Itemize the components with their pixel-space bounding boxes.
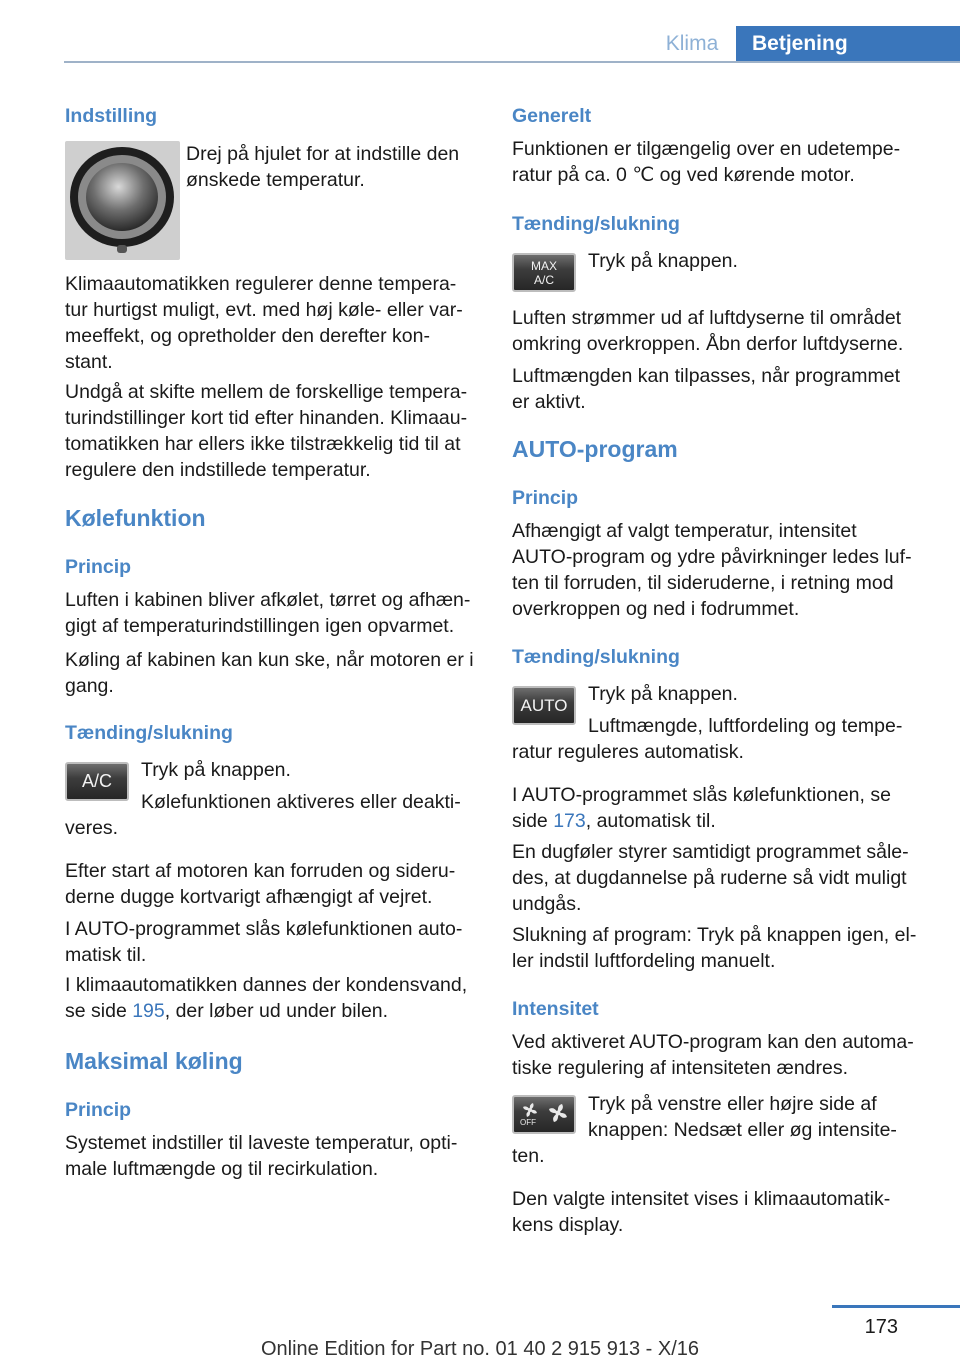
intensitet-heading: Intensitet — [512, 998, 599, 1020]
text-line: des, at dugdannelse på ruderne så vidt muligt — [512, 867, 907, 889]
auto-prog-text — [512, 782, 891, 834]
auto-button-label: AUTO — [520, 696, 568, 715]
text-line: regulere den indstillede temperatur. — [65, 459, 371, 481]
text-line: Luften strømmer ud af luftdyserne til området — [512, 307, 902, 329]
text-line: I klimaautomatikken dannes der kondensvand, — [65, 974, 468, 996]
fan-text-line-1: Tryk på venstre eller højre side af — [588, 1093, 877, 1115]
klima-paragraph-1 — [65, 271, 463, 375]
text-line: stant. — [65, 351, 113, 373]
text-line: meeffekt, og opretholder den derefter kon- — [65, 325, 430, 347]
max-ac-button-image — [512, 253, 576, 292]
text-line: overkroppen og ned i fodrummet. — [512, 598, 800, 620]
text-line: male luftmængde og til recirkulation. — [65, 1158, 379, 1180]
max-button-line-1: MAX — [530, 259, 557, 273]
systemet-text — [65, 1130, 457, 1182]
koling-text — [65, 647, 474, 699]
text-line: matisk til. — [65, 944, 147, 966]
page-link-173[interactable]: 173 — [553, 810, 586, 832]
footer-edition-text: Online Edition for Part no. 01 40 2 915 913 - X/16 — [260, 1338, 700, 1360]
text-line: turindstillinger kort tid efter hinanden. Klimaau- — [65, 407, 468, 429]
valgte-text — [512, 1186, 890, 1238]
text-line: derne dugge kortvarigt afhængigt af vejret. — [65, 886, 433, 908]
page-number: 173 — [864, 1316, 898, 1338]
text-line: Funktionen er tilgængelig over en udetempe- — [512, 138, 901, 160]
text-line: Ved aktiveret AUTO-program kan den automa- — [512, 1031, 914, 1053]
text-segment: , automatisk til. — [585, 810, 716, 832]
luftmaengden-text — [512, 363, 900, 415]
princip-heading: Princip — [65, 556, 132, 578]
text-line: Den valgte intensitet vises i klimaautomatik- — [512, 1188, 891, 1210]
text-line — [65, 998, 467, 1024]
text-line: gigt af temperaturindstillingen igen opvarmet. — [65, 615, 455, 637]
indstilling-heading: Indstilling — [65, 105, 158, 127]
page-link-195[interactable]: 195 — [132, 1000, 165, 1022]
fan-button-off-label: OFF — [520, 1118, 536, 1127]
text-line: I AUTO-programmet slås kølefunktionen, se — [512, 784, 891, 806]
dugfoler-text — [512, 839, 909, 917]
text-line: Systemet indstiller til laveste temperatur, opti- — [65, 1132, 458, 1154]
text-line — [512, 808, 891, 834]
text-line: Undgå at skifte mellem de forskellige tempera- — [65, 381, 468, 403]
text-line: ønskede temperatur. — [186, 169, 365, 191]
text-line: omkring overkroppen. Åbn derfor luftdyserne. — [512, 333, 904, 355]
princip-text-right — [512, 518, 912, 622]
footer-rule — [832, 1305, 960, 1308]
luftmaengde-line-1: Luftmængde, luftfordeling og tempe- — [588, 715, 903, 737]
princip-text — [65, 587, 470, 639]
text-line: kens display. — [512, 1214, 624, 1236]
klima-paragraph-2 — [65, 379, 467, 483]
ac-button-image — [65, 762, 129, 801]
text-segment: se side — [65, 1000, 133, 1022]
fan-text-line-2: knappen: Nedsæt eller øg intensite- — [588, 1119, 897, 1141]
text-line: Køling af kabinen kan kun ske, når motoren er i — [65, 649, 474, 671]
intensitet-text — [512, 1029, 914, 1081]
princip-heading-right: Princip — [512, 487, 579, 509]
text-line: gang. — [65, 675, 114, 697]
generelt-heading: Generelt — [512, 105, 592, 127]
fan-text-line-3: ten. — [512, 1145, 545, 1167]
kolefunk-line-2: veres. — [65, 817, 119, 839]
text-line: Klimaautomatikken regulerer denne tempera- — [65, 273, 457, 295]
text-line: AUTO-program og ydre påvirkninger ledes luf- — [512, 546, 912, 568]
luften-text — [512, 305, 903, 357]
kondens-text — [65, 972, 467, 1024]
fan-intensity-button-image — [512, 1095, 576, 1134]
tryk-text: Tryk på knappen. — [141, 759, 291, 781]
header-tab-betjening[interactable]: Betjening — [736, 26, 960, 61]
auto-program-heading: AUTO-program — [512, 436, 678, 462]
text-line: er aktivt. — [512, 391, 586, 413]
maksimal-koling-heading: Maksimal køling — [65, 1048, 243, 1074]
text-line: tiske regulering af intensiteten ændres. — [512, 1057, 849, 1079]
tryk2-text: Tryk på knappen. — [588, 683, 738, 705]
auto-text — [65, 916, 462, 968]
text-line: Luften i kabinen bliver afkølet, tørret og afhæn- — [65, 589, 471, 611]
tryk-text-right: Tryk på knappen. — [588, 250, 738, 272]
text-line: Afhængigt af valgt temperatur, intensitet — [512, 520, 857, 542]
slukning-text — [512, 922, 916, 974]
header-rule — [64, 61, 960, 63]
princip2-heading: Princip — [65, 1099, 132, 1121]
max-button-line-2: A/C — [533, 273, 554, 287]
auto-button-image — [512, 686, 576, 725]
ac-button-label: A/C — [81, 771, 112, 791]
text-segment: side — [512, 810, 554, 832]
generelt-text — [512, 136, 900, 188]
text-line: Slukning af program: Tryk på knappen igen, el- — [512, 924, 917, 946]
text-line: ten til forruden, til sideruderne, i retning mod — [512, 572, 894, 594]
taending-heading-right: Tænding/slukning — [512, 213, 680, 235]
text-line: undgås. — [512, 893, 582, 915]
kolefunktion-heading: Kølefunktion — [65, 505, 206, 531]
text-line: I AUTO-programmet slås kølefunktionen auto- — [65, 918, 463, 940]
text-line: Efter start af motoren kan forruden og sideru- — [65, 860, 456, 882]
text-line: tomatikken har ellers ikke tilstrækkelig tid til at — [65, 433, 461, 455]
text-line: tur hurtigst muligt, evt. med høj køle- eller var- — [65, 299, 463, 321]
text-line: Luftmængden kan tilpasses, når programmet — [512, 365, 901, 387]
text-line: ler indstil luftfordeling manuelt. — [512, 950, 776, 972]
text-segment: , der løber ud under bilen. — [164, 1000, 389, 1022]
taending2-heading: Tænding/slukning — [512, 646, 680, 668]
text-line: Drej på hjulet for at indstille den — [186, 143, 460, 165]
indstilling-text — [186, 141, 459, 193]
taending-heading: Tænding/slukning — [65, 722, 233, 744]
efter-text — [65, 858, 455, 910]
header-tab-klima[interactable]: Klima — [665, 32, 719, 55]
kolefunk-line-1: Kølefunktionen aktiveres eller deakti- — [141, 791, 461, 813]
text-line: ratur på ca. 0 ℃ og ved kørende motor. — [512, 164, 855, 186]
luftmaengde-line-2: ratur reguleres automatisk. — [512, 741, 744, 763]
text-line: En dugføler styrer samtidigt programmet såle- — [512, 841, 909, 863]
temperature-wheel-image — [65, 141, 180, 260]
